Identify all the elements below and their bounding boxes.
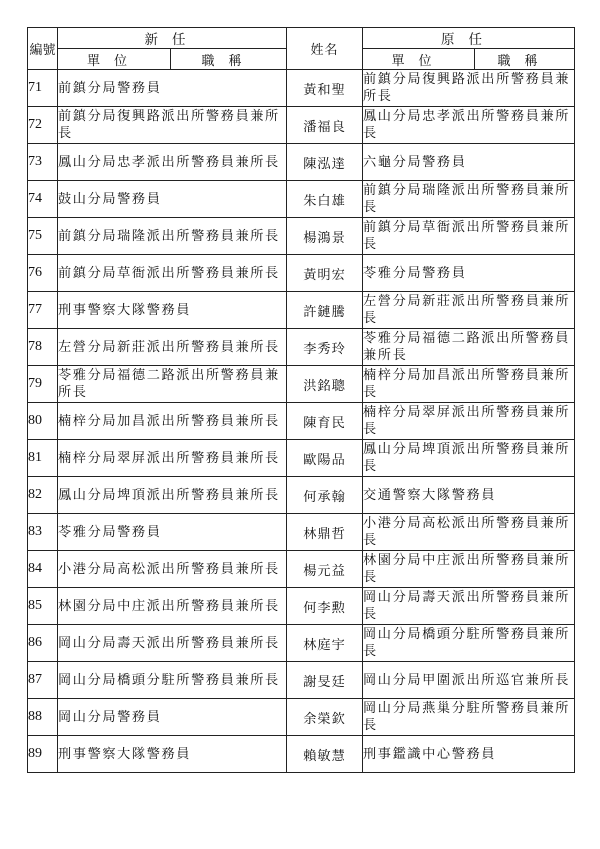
- person-name: 賴敏慧: [287, 736, 363, 773]
- row-number: 81: [28, 440, 58, 477]
- original-post-cell: 小港分局高松派出所警務員兼所長: [363, 514, 575, 551]
- original-post-header: 原任: [363, 28, 575, 49]
- original-post-cell: 岡山分局橋頭分駐所警務員兼所長: [363, 625, 575, 662]
- person-name: 謝旻廷: [287, 662, 363, 699]
- new-post-cell: 前鎮分局警務員: [58, 70, 287, 107]
- new-post-cell: 岡山分局橋頭分駐所警務員兼所長: [58, 662, 287, 699]
- new-post-cell: 楠梓分局加昌派出所警務員兼所長: [58, 403, 287, 440]
- person-name: 陳育民: [287, 403, 363, 440]
- original-post-cell: 鳳山分局埤頂派出所警務員兼所長: [363, 440, 575, 477]
- new-post-cell: 前鎮分局復興路派出所警務員兼所長: [58, 107, 287, 144]
- new-post-cell: 鳳山分局忠孝派出所警務員兼所長: [58, 144, 287, 181]
- new-post-cell: 鼓山分局警務員: [58, 181, 287, 218]
- name-header: 姓名: [287, 28, 363, 70]
- table-row: [28, 329, 575, 366]
- original-post-cell: 刑事鑑識中心警務員: [363, 736, 575, 773]
- original-post-cell: 六龜分局警務員: [363, 144, 575, 181]
- new-post-cell: 岡山分局警務員: [58, 699, 287, 736]
- new-title-header: 職稱: [171, 49, 287, 70]
- original-post-cell: 交通警察大隊警務員: [363, 477, 575, 514]
- person-name: 何承翰: [287, 477, 363, 514]
- person-name: 許鏈騰: [287, 292, 363, 329]
- new-post-cell: 苓雅分局福德二路派出所警務員兼所長: [58, 366, 287, 403]
- table-row: [28, 588, 575, 625]
- new-unit-header: 單位: [58, 49, 171, 70]
- person-name: 李秀玲: [287, 329, 363, 366]
- original-post-cell: 岡山分局壽天派出所警務員兼所長: [363, 588, 575, 625]
- original-unit-header: 單位: [363, 49, 475, 70]
- new-post-cell: 刑事警察大隊警務員: [58, 292, 287, 329]
- table-row: [28, 440, 575, 477]
- table-row: [28, 403, 575, 440]
- row-number: 82: [28, 477, 58, 514]
- original-title-header: 職稱: [475, 49, 575, 70]
- new-post-cell: 前鎮分局草衙派出所警務員兼所長: [58, 255, 287, 292]
- original-post-cell: 楠梓分局加昌派出所警務員兼所長: [363, 366, 575, 403]
- person-name: 黃和聖: [287, 70, 363, 107]
- original-post-cell: 前鎮分局復興路派出所警務員兼所長: [363, 70, 575, 107]
- row-number: 71: [28, 70, 58, 107]
- new-post-header: 新任: [58, 28, 287, 49]
- new-post-cell: 苓雅分局警務員: [58, 514, 287, 551]
- row-number: 88: [28, 699, 58, 736]
- row-number: 80: [28, 403, 58, 440]
- original-post-cell: 苓雅分局警務員: [363, 255, 575, 292]
- row-number: 78: [28, 329, 58, 366]
- person-name: 歐陽品: [287, 440, 363, 477]
- person-name: 洪銘聰: [287, 366, 363, 403]
- person-name: 余榮欽: [287, 699, 363, 736]
- new-post-cell: 林園分局中庄派出所警務員兼所長: [58, 588, 287, 625]
- original-post-cell: 岡山分局燕巢分駐所警務員兼所長: [363, 699, 575, 736]
- table-row: [28, 736, 575, 773]
- original-post-cell: 左營分局新莊派出所警務員兼所長: [363, 292, 575, 329]
- original-post-cell: 林園分局中庄派出所警務員兼所長: [363, 551, 575, 588]
- table-row: [28, 107, 575, 144]
- table-row: [28, 218, 575, 255]
- new-post-cell: 楠梓分局翠屏派出所警務員兼所長: [58, 440, 287, 477]
- table-row: [28, 70, 575, 107]
- personnel-table: [27, 27, 575, 773]
- original-post-cell: 前鎮分局草衙派出所警務員兼所長: [363, 218, 575, 255]
- new-post-cell: 小港分局高松派出所警務員兼所長: [58, 551, 287, 588]
- table-body: [28, 70, 575, 773]
- table-row: [28, 181, 575, 218]
- person-name: 朱白雄: [287, 181, 363, 218]
- row-number: 77: [28, 292, 58, 329]
- person-name: 林鼎哲: [287, 514, 363, 551]
- person-name: 潘福良: [287, 107, 363, 144]
- original-post-cell: 苓雅分局福德二路派出所警務員兼所長: [363, 329, 575, 366]
- table-row: [28, 625, 575, 662]
- person-name: 林庭宇: [287, 625, 363, 662]
- row-number: 72: [28, 107, 58, 144]
- number-header: 編號: [28, 28, 58, 70]
- row-number: 76: [28, 255, 58, 292]
- row-number: 89: [28, 736, 58, 773]
- table-row: [28, 144, 575, 181]
- row-number: 84: [28, 551, 58, 588]
- original-post-cell: 岡山分局甲圍派出所巡官兼所長: [363, 662, 575, 699]
- header-row-group: [28, 28, 575, 49]
- original-post-cell: 鳳山分局忠孝派出所警務員兼所長: [363, 107, 575, 144]
- table-row: [28, 366, 575, 403]
- new-post-cell: 岡山分局壽天派出所警務員兼所長: [58, 625, 287, 662]
- person-name: 楊鴻景: [287, 218, 363, 255]
- row-number: 83: [28, 514, 58, 551]
- table-row: [28, 662, 575, 699]
- row-number: 79: [28, 366, 58, 403]
- table-row: [28, 551, 575, 588]
- new-post-cell: 刑事警察大隊警務員: [58, 736, 287, 773]
- table-row: [28, 699, 575, 736]
- table-row: [28, 255, 575, 292]
- original-post-cell: 前鎮分局瑞隆派出所警務員兼所長: [363, 181, 575, 218]
- row-number: 74: [28, 181, 58, 218]
- row-number: 73: [28, 144, 58, 181]
- row-number: 75: [28, 218, 58, 255]
- row-number: 86: [28, 625, 58, 662]
- person-name: 何李勲: [287, 588, 363, 625]
- table-row: [28, 514, 575, 551]
- person-name: 黃明宏: [287, 255, 363, 292]
- row-number: 87: [28, 662, 58, 699]
- original-post-cell: 楠梓分局翠屏派出所警務員兼所長: [363, 403, 575, 440]
- new-post-cell: 前鎮分局瑞隆派出所警務員兼所長: [58, 218, 287, 255]
- person-name: 陳泓達: [287, 144, 363, 181]
- new-post-cell: 左營分局新莊派出所警務員兼所長: [58, 329, 287, 366]
- table-row: [28, 477, 575, 514]
- person-name: 楊元益: [287, 551, 363, 588]
- table-row: [28, 292, 575, 329]
- new-post-cell: 鳳山分局埤頂派出所警務員兼所長: [58, 477, 287, 514]
- row-number: 85: [28, 588, 58, 625]
